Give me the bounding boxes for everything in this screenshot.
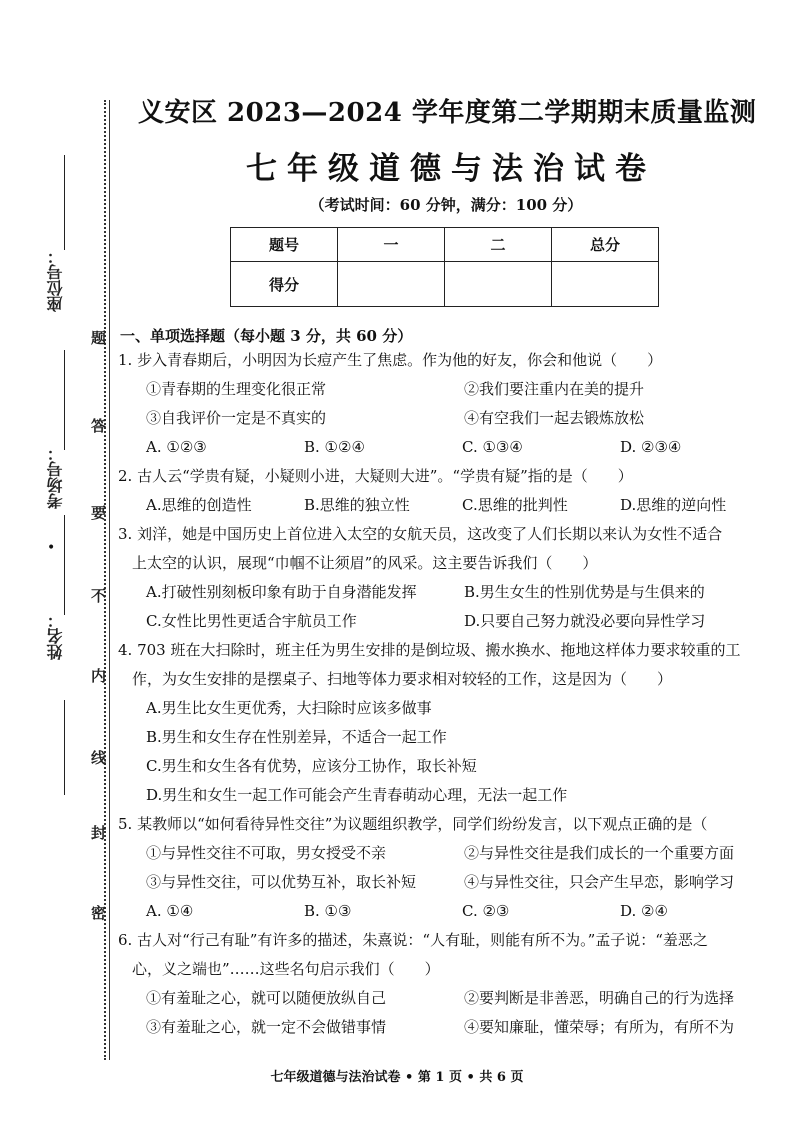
option-row <box>146 839 794 868</box>
choice-a: A. ①②③ <box>146 438 207 456</box>
statement: ④有空我们一起去锻炼放松 <box>464 409 645 427</box>
choice-c: C.女性比男性更适合宇航员工作 <box>146 612 357 630</box>
choice-b: B. ①③ <box>304 902 352 920</box>
choice-c: C. ①③④ <box>462 438 523 456</box>
question-stem: 3. 刘洋，她是中国历史上首位进入太空的女航天员，这改变了人们长期以来认为女性不适合 <box>118 525 723 543</box>
question-4 <box>118 636 794 810</box>
question-stem: 2. 古人云“学贵有疑，小疑则小进，大疑则大进”。“学贵有疑”指的是（ ） <box>118 467 633 485</box>
mark-dot: • <box>47 540 56 556</box>
choice-d: D. ②③④ <box>620 438 682 456</box>
choice-row <box>146 433 794 462</box>
choice-b: B.男生和女生存在性别差异，不适合一起工作 <box>146 728 447 746</box>
question-stem-cont: 作，为女生安排的是摆桌子、扫地等体力要求相对较轻的工作，这是因为（ ） <box>132 670 673 688</box>
question-stem: 6. 古人对“行己有耻”有许多的描述，朱熹说：“人有耻，则能有所不为。”孟子说：“羞恶之 <box>118 931 708 949</box>
seal-char: 封 <box>89 825 107 840</box>
choice-d: D.只要自己努力就没必要向异性学习 <box>464 612 706 630</box>
choice-row <box>146 491 794 520</box>
score-row-label: 得分 <box>231 262 338 307</box>
choice-a: A.男生比女生更优秀，大扫除时应该多做事 <box>146 699 432 717</box>
question-stem: 5. 某教师以“如何看待异性交往”为议题组织教学，同学们纷纷发言，以下观点正确的是（ <box>118 815 708 833</box>
choice-d: D.男生和女生一起工作可能会产生青春萌动心理，无法一起工作 <box>146 786 568 804</box>
question-1 <box>118 346 794 462</box>
exam-info: （考试时间：60 分钟，满分：100 分） <box>309 196 583 214</box>
option-row <box>146 375 794 404</box>
question-2 <box>118 462 794 520</box>
score-cell-1[interactable] <box>338 262 445 307</box>
seal-char: 要 <box>89 505 107 520</box>
choice-b: B.男生女生的性别优势是与生俱来的 <box>464 583 705 601</box>
question-stem: 4. 703 班在大扫除时，班主任为男生安排的是倒垃圾、搬水换水、拖地这样体力要求较重的工 <box>118 641 741 659</box>
question-5 <box>118 810 794 926</box>
question-stem: 1. 步入青春期后，小明因为长痘产生了焦虑。作为他的好友，你会和他说（ ） <box>118 351 663 369</box>
choice-a: A.思维的创造性 <box>146 496 252 514</box>
statement: ③自我评价一定是不真实的 <box>146 409 327 427</box>
score-table <box>230 227 659 307</box>
seat-line <box>64 155 65 250</box>
statement: ②与异性交往是我们成长的一个重要方面 <box>464 844 735 862</box>
seal-char: 题 <box>89 330 107 345</box>
statement: ④与异性交往，只会产生早恋，影响学习 <box>464 873 735 891</box>
statement: ③有羞耻之心，就一定不会做错事情 <box>146 1018 387 1036</box>
extra-line <box>64 700 65 795</box>
question-3 <box>118 520 794 636</box>
page-footer: 七年级道德与法治试卷 • 第 1 页 • 共 6 页 <box>270 1070 524 1085</box>
room-label: 考场号： <box>46 445 65 509</box>
score-header-cell: 一 <box>338 228 445 262</box>
seal-char: 内 <box>89 668 107 683</box>
score-cell-2[interactable] <box>445 262 552 307</box>
exam-content <box>118 92 794 1042</box>
statement: ①有羞耻之心，就可以随便放纵自己 <box>146 989 387 1007</box>
option-row <box>146 404 794 433</box>
choice-row <box>146 578 794 607</box>
score-cell-total[interactable] <box>552 262 659 307</box>
choice-row <box>146 897 794 926</box>
statement: ④要知廉耻，懂荣辱；有所为，有所不为 <box>464 1018 735 1036</box>
choice-c: C.男生和女生各有优势，应该分工协作，取长补短 <box>146 757 477 775</box>
binding-margin <box>0 0 118 1123</box>
room-line <box>64 350 65 450</box>
choice-a: A. ①④ <box>146 902 194 920</box>
statement: ②我们要注重内在美的提升 <box>464 380 645 398</box>
choice-c: C. ②③ <box>462 902 510 920</box>
statement: ①与异性交往不可取，男女授受不亲 <box>146 844 387 862</box>
name-line <box>64 515 65 615</box>
name-label: 姓名： <box>46 612 65 660</box>
solid-seal-line <box>109 100 110 1060</box>
score-header-cell: 总分 <box>552 228 659 262</box>
seal-char: 线 <box>89 750 107 765</box>
question-stem-cont: 上太空的认识，展现“巾帼不让须眉”的风采。这主要告诉我们（ ） <box>132 554 598 572</box>
statement: ①青春期的生理变化很正常 <box>146 380 327 398</box>
seal-char: 答 <box>89 418 107 433</box>
choice-b: B. ①②④ <box>304 438 365 456</box>
seat-label: 座位号： <box>46 248 65 312</box>
score-header-cell: 题号 <box>231 228 338 262</box>
choice-d: D.思维的逆向性 <box>620 496 727 514</box>
exam-title-line2: 七年级道德与法治试卷 <box>246 151 656 187</box>
option-row <box>146 1013 794 1042</box>
choice-d: D. ②④ <box>620 902 668 920</box>
score-header-cell: 二 <box>445 228 552 262</box>
seal-char: 密 <box>89 905 107 920</box>
choice-row <box>146 607 794 636</box>
question-6 <box>118 926 794 1042</box>
statement: ②要判断是非善恶，明确自己的行为选择 <box>464 989 735 1007</box>
statement: ③与异性交往，可以优势互补，取长补短 <box>146 873 417 891</box>
exam-title-line1: 义安区 2023—2024 学年度第二学期期末质量监测 <box>138 98 757 128</box>
choice-b: B.思维的独立性 <box>304 496 410 514</box>
choice-a: A.打破性别刻板印象有助于自身潜能发挥 <box>146 583 417 601</box>
question-stem-cont: 心，义之端也”……这些名句启示我们（ ） <box>132 960 440 978</box>
choice-c: C.思维的批判性 <box>462 496 568 514</box>
option-row <box>146 868 794 897</box>
section-heading: 一、单项选择题（每小题 3 分，共 60 分） <box>120 327 413 345</box>
option-row <box>146 984 794 1013</box>
seal-char: 不 <box>89 588 107 603</box>
